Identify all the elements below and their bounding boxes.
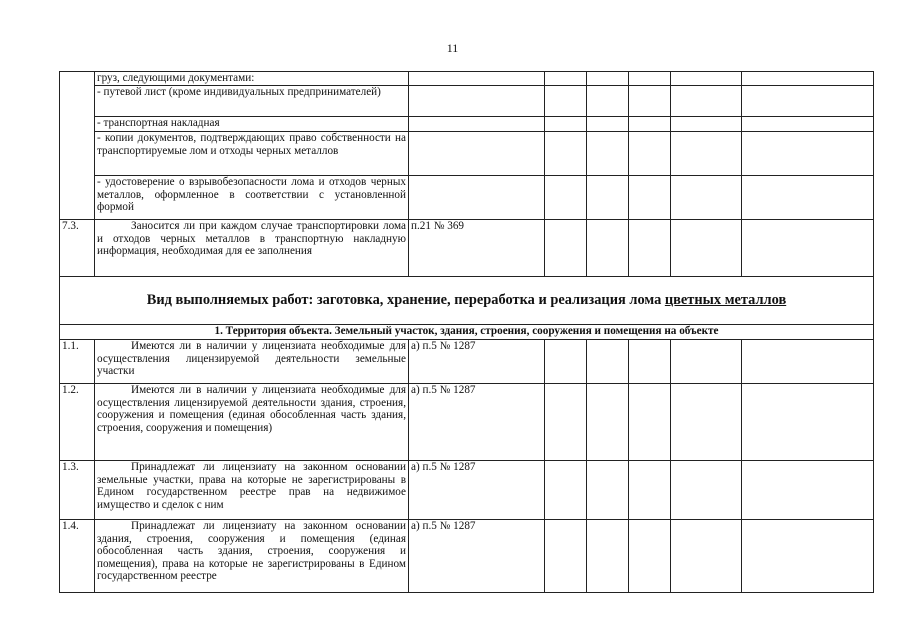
answer-yes-cell [545,384,587,461]
subsection-title: 1. Территория объекта. Земельный участок, здания, строения, сооружения и помещения на объекте [60,325,874,340]
answer-na-cell [629,117,671,132]
question-cell: груз, следующими документами: [95,72,409,86]
details-cell [671,72,742,86]
row-number-cell: 1.4. [60,520,95,593]
reference-cell: а) п.5 № 1287 [409,340,545,384]
table-row [60,176,874,220]
table-row [60,220,874,277]
section-header-row [60,277,874,325]
answer-yes-cell [545,117,587,132]
answer-yes-cell [545,340,587,384]
answer-na-cell [629,132,671,176]
question-cell: Принадлежат ли лицензиату на законном основании здания, строения, сооружения и помещения (единая обособленная часть здания, строения, сооружения и помещения), права на которые не зарегистрированы в Едином государственном реестре [95,520,409,593]
answer-na-cell [629,220,671,277]
notes-cell [742,520,874,593]
details-cell [671,220,742,277]
question-cell: - копии документов, подтверждающих право собственности на транспортируемые лом и отходы черных металлов [95,132,409,176]
table-row [60,340,874,384]
details-cell [671,461,742,520]
section-title-underlined: цветных металлов [664,292,787,309]
answer-no-cell [587,86,629,117]
table-row [60,72,874,86]
notes-cell [742,340,874,384]
notes-cell [742,220,874,277]
details-cell [671,117,742,132]
notes-cell [742,86,874,117]
answer-no-cell [587,461,629,520]
details-cell [671,176,742,220]
details-cell [671,384,742,461]
reference-cell [409,86,545,117]
details-cell [671,520,742,593]
answer-na-cell [629,384,671,461]
reference-cell: а) п.5 № 1287 [409,461,545,520]
reference-cell [409,132,545,176]
answer-no-cell [587,520,629,593]
reference-cell: а) п.5 № 1287 [409,384,545,461]
row-number-cell: 1.3. [60,461,95,520]
question-cell: Имеются ли в наличии у лицензиата необходимые для осуществления лицензируемой деятельности земельные участки [95,340,409,384]
answer-na-cell [629,176,671,220]
table-row [60,132,874,176]
answer-no-cell [587,132,629,176]
notes-cell [742,461,874,520]
reference-cell [409,176,545,220]
answer-no-cell [587,340,629,384]
table-row [60,117,874,132]
answer-yes-cell [545,86,587,117]
question-cell: Принадлежат ли лицензиату на законном основании земельные участки, права на которые не зарегистрированы в Едином государственном реестре прав на недвижимое имущество и сделок с ним [95,461,409,520]
reference-cell [409,72,545,86]
reference-cell [409,117,545,132]
table-row [60,86,874,117]
answer-na-cell [629,461,671,520]
notes-cell [742,176,874,220]
details-cell [671,86,742,117]
notes-cell [742,384,874,461]
notes-cell [742,132,874,176]
section-title-prefix: Вид выполняемых работ: заготовка, хранение, переработка и реализация лома [146,292,665,309]
answer-yes-cell [545,520,587,593]
answer-yes-cell [545,220,587,277]
subsection-header-row [60,325,874,340]
answer-no-cell [587,176,629,220]
answer-na-cell [629,72,671,86]
page-number: 11 [446,41,459,55]
notes-cell [742,117,874,132]
details-cell [671,132,742,176]
row-number-cell [60,72,95,220]
notes-cell [742,72,874,86]
table-row [60,520,874,593]
question-cell: - путевой лист (кроме индивидуальных предпринимателей) [95,86,409,117]
inspection-checklist-table [59,71,874,593]
question-cell: Имеются ли в наличии у лицензиата необходимые для осуществления лицензируемой деятельности здания, строения, сооружения и помещения (единая обособленная часть здания, строения, сооружения и помещения) [95,384,409,461]
answer-na-cell [629,340,671,384]
row-number-cell: 1.2. [60,384,95,461]
question-cell: - транспортная накладная [95,117,409,132]
question-cell: - удостоверение о взрывобезопасности лома и отходов черных металлов, оформленное в соответствии с установленной формой [95,176,409,220]
reference-cell: а) п.5 № 1287 [409,520,545,593]
answer-no-cell [587,72,629,86]
table-row [60,384,874,461]
answer-yes-cell [545,132,587,176]
details-cell [671,340,742,384]
answer-yes-cell [545,176,587,220]
answer-no-cell [587,117,629,132]
section-title [60,277,874,325]
answer-na-cell [629,520,671,593]
row-number-cell: 1.1. [60,340,95,384]
answer-na-cell [629,86,671,117]
table-row [60,461,874,520]
question-cell: Заносится ли при каждом случае транспортировки лома и отходов черных металлов в транспортную накладную информация, необходимая для ее заполнения [95,220,409,277]
reference-cell: п.21 № 369 [409,220,545,277]
row-number-cell: 7.3. [60,220,95,277]
answer-no-cell [587,384,629,461]
answer-yes-cell [545,461,587,520]
answer-no-cell [587,220,629,277]
answer-yes-cell [545,72,587,86]
